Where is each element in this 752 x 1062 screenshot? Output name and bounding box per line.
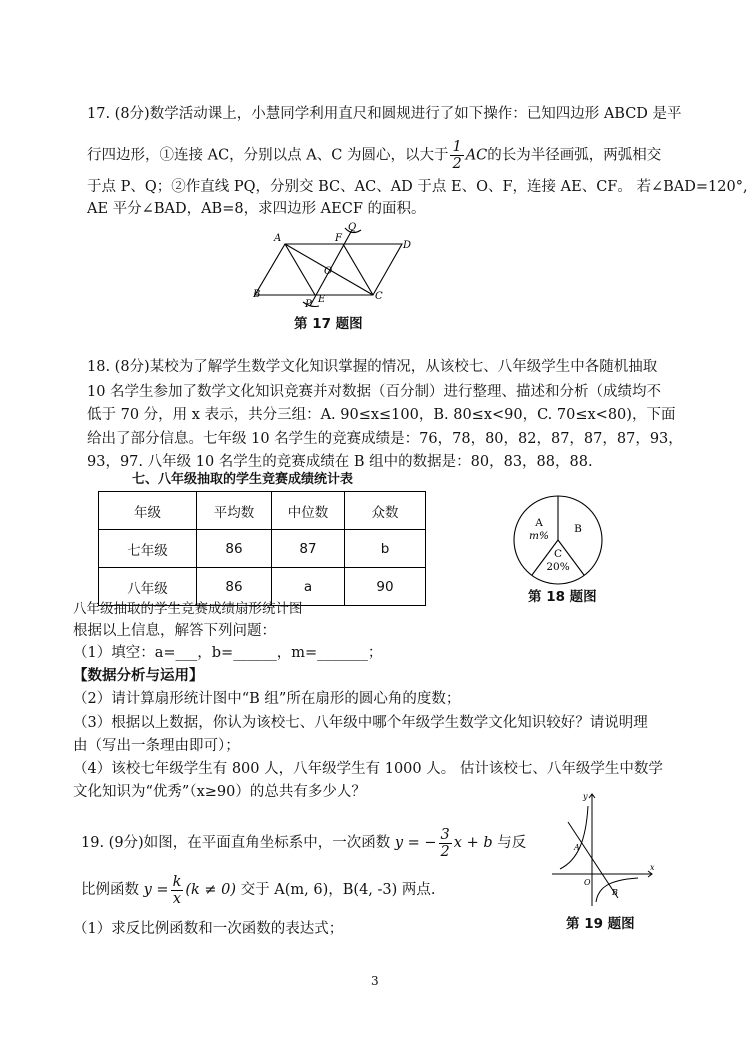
eq2-cond: (k ≠ 0)	[185, 882, 237, 898]
pie-value-a: m%	[529, 530, 549, 542]
q18-sub-3b: 由（写出一条理由即可）；	[73, 738, 240, 754]
q17-frac-var: AC	[465, 147, 488, 164]
table-row	[99, 530, 426, 568]
eq2-num: k	[172, 873, 182, 890]
label-a: A	[274, 233, 282, 244]
graph-y-label: y	[583, 792, 588, 801]
q18-sub-3a: （3）根据以上数据，你认为该校七、八年级中哪个年级学生数学文化知识较好？请说明理	[73, 715, 648, 731]
q18-sub-4b: 文化知识为“优秀”（x≥90）的总共有多少人？	[73, 784, 366, 800]
table-cell: 七年级	[99, 530, 197, 568]
page-number: 3	[371, 974, 379, 988]
parallelogram-figure	[255, 222, 425, 310]
label-p: P	[305, 299, 312, 310]
pie-chart	[512, 494, 604, 586]
q18-line-1: 18. (8分)某校为了解学生数学文化知识掌握的情况，从该校七、八年级学生中各随机抽取	[87, 359, 658, 375]
q19-line-2b: 交于 A(m, 6)，B(4, -3) 两点.	[240, 882, 436, 898]
label-c: C	[375, 291, 383, 302]
table-header: 年级	[99, 492, 197, 530]
pie-label-a: A	[535, 517, 543, 529]
q18-line-4: 给出了部分信息。七年级 10 名学生的竞赛成绩是：76，78，80，82，87，87，87，93，	[87, 431, 683, 447]
q18-line-5: 93，97. 八年级 10 名学生的竞赛成绩在 B 组中的数据是：80，83，88，88.	[87, 454, 593, 470]
segment-ae	[285, 244, 315, 295]
eq1-den: 2	[440, 843, 450, 860]
pie-caption: 第 18 题图	[528, 589, 597, 605]
table-title: 七、八年级抽取的学生竞赛成绩统计表	[132, 472, 354, 487]
coordinate-graph	[548, 790, 658, 908]
pie-value-c: 20%	[546, 561, 570, 573]
q17-fraction	[450, 139, 463, 172]
label-e: E	[318, 294, 326, 305]
pie-label-c: C	[553, 548, 563, 560]
eq1-rhs: x + b	[453, 835, 493, 851]
graph-point-a: A	[574, 843, 580, 852]
eq1-fraction	[439, 827, 452, 860]
q18-line-3: 低于 70 分，用 x 表示，共分三组：A. 90≤x≤100，B. 80≤x<90，C. 70≤x<80)，下面	[87, 407, 676, 423]
eq2-fraction	[171, 874, 184, 907]
q17-line-1: 17. (8分)数学活动课上，小慧同学利用直尺和圆规进行了如下操作：已知四边形 ABCD 是平	[87, 106, 682, 122]
table-cell: 86	[197, 530, 272, 568]
q18-section-heading: 【数据分析与运用】	[73, 667, 204, 684]
q19-line-2	[81, 870, 436, 910]
q17-line-2b: 的长为半径画弧，两弧相交	[487, 147, 662, 164]
table-cell: b	[345, 530, 426, 568]
hyperbola-branch-left	[560, 806, 588, 869]
q19-sub-1: （1）求反比例函数和一次函数的表达式；	[73, 921, 344, 937]
pie-title: 八年级抽取的学生竞赛成绩扇形统计图	[73, 601, 303, 617]
table-cell: 90	[345, 568, 426, 606]
linear-function-line	[568, 822, 618, 898]
q18-sub-4a: （4）该校七年级学生有 800 人，八年级学生有 1000 人。 估计该校七、八年级学生中数学	[73, 761, 663, 777]
q17-caption: 第 17 题图	[294, 316, 363, 332]
q19-caption: 第 19 题图	[566, 916, 635, 932]
q19-line-1b: 与反	[497, 835, 527, 851]
table-header: 平均数	[197, 492, 272, 530]
q17-line-2a: 行四边形，①连接 AC，分别以点 A、C 为圆心，以大于	[87, 147, 449, 164]
label-d: D	[403, 240, 412, 251]
graph-origin-label: O	[584, 878, 591, 887]
q17-line-4: AE 平分∠BAD，AB=8，求四边形 AECF 的面积。	[87, 201, 426, 217]
q17-line-2	[87, 139, 661, 172]
label-b: B	[253, 289, 261, 300]
eq2-lhs: y =	[143, 882, 169, 898]
q18-sub-2: （2）请计算扇形统计图中“B 组”所在扇形的圆心角的度数；	[73, 691, 461, 707]
stats-table	[98, 491, 426, 606]
table-header: 中位数	[272, 492, 345, 530]
eq2-den: x	[172, 890, 182, 907]
q19-line-1a: 19. (9分)如图，在平面直角坐标系中，一次函数	[81, 835, 391, 851]
label-o: O	[324, 266, 333, 277]
table-cell: 八年级	[99, 568, 197, 606]
graph-point-b: B	[612, 888, 618, 897]
table-cell: 87	[272, 530, 345, 568]
graph-x-label: x	[650, 863, 655, 872]
q17-line-3: 于点 P、Q；②作直线 PQ，分别交 BC、AC、AD 于点 E、O、F，连接 AE、CF。 若∠BAD=120°,	[87, 179, 748, 195]
table-header: 众数	[345, 492, 426, 530]
q19-line-2a: 比例函数	[81, 882, 139, 898]
eq1-num: 3	[440, 826, 450, 843]
q18-line-2: 10 名学生参加了数学文化知识竞赛并对数据（百分制）进行整理、描述和分析（成绩均不	[87, 384, 662, 400]
q17-frac-den: 2	[452, 156, 462, 172]
eq1-lhs: y = −	[394, 835, 437, 851]
segment-cf	[343, 244, 373, 295]
q18-prompt: 根据以上信息，解答下列问题：	[73, 623, 276, 639]
q17-frac-num: 1	[452, 139, 462, 155]
q19-line-1	[81, 823, 526, 863]
label-f: F	[335, 233, 342, 244]
label-q: Q	[348, 222, 357, 233]
table-cell: a	[272, 568, 345, 606]
q18-sub-1: （1）填空：a=___，b=______，m=_______；	[73, 645, 383, 661]
pie-label-b: B	[574, 523, 582, 535]
table-cell: 86	[197, 568, 272, 606]
table-header-row	[99, 492, 426, 530]
